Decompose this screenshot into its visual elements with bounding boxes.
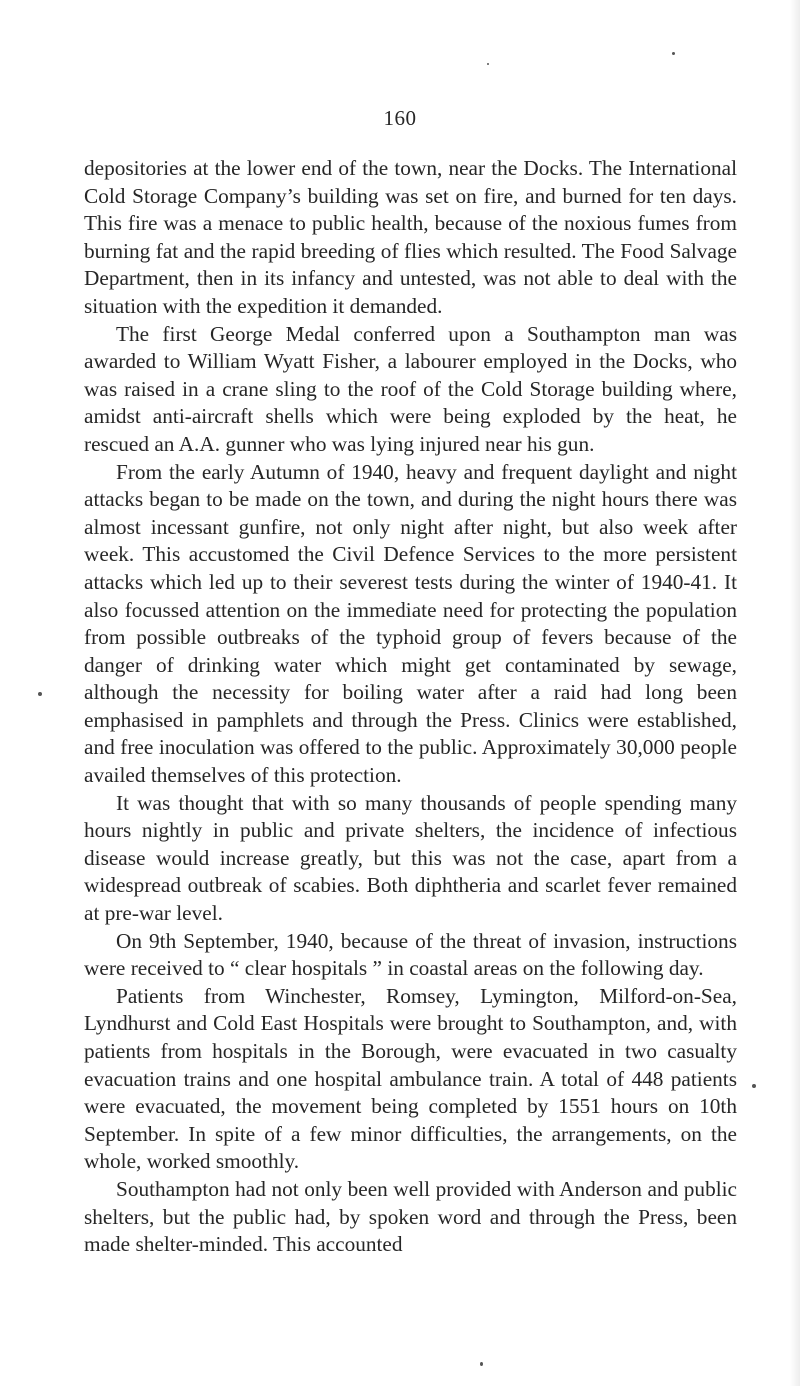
paragraph-shelter-minded: Southampton had not only been well provided with Anderson and public shelters, but the public had, by spoken word and through the Press, been made shelter-minded. This accounted — [84, 1176, 737, 1257]
paragraph-autumn-1940-attacks: From the early Autumn of 1940, heavy and frequent daylight and night attacks began to be made on the town, and during the night hours there was almost incessant gunfire, not only night after night, but also week after week. This accustomed the Civil Defence Services to the more persistent attacks which led up to their severest tests during the winter of 1940-41. It also focussed attention on the immediate need for protecting the population from possible outbreaks of the typhoid group of fevers because of the danger of drinking water which might get contaminated by sewage, although the necessity for boiling water after a raid had long been emphasised in pamphlets and through the Press. Clinics were established, and free inoculation was offered to the public. Approximately 30,000 people availed themselves of this protection. — [84, 459, 737, 788]
scan-speck — [487, 63, 489, 65]
paragraph-patient-evacuation: Patients from Winchester, Romsey, Lymington, Milford-on-Sea, Lyndhurst and Cold East Hospitals were brought to Southampton, and, with patients from hospitals in the Borough, were evacuated in two casualty evacuation trains and one hospital ambulance train. A total of 448 patients were evacuated, the movement being completed by 1551 hours on 10th September. In spite of a few minor difficulties, the arrangements, on the whole, worked smoothly. — [84, 983, 737, 1174]
body-text — [84, 155, 737, 1259]
page-number: 160 — [383, 106, 417, 130]
paragraph-cold-storage-fire: depositories at the lower end of the town, near the Docks. The International Cold Storage Company’s building was set on fire, and burned for ten days. This fire was a menace to public health, because of the noxious fumes from burning fat and the rapid breeding of flies which resulted. The Food Salvage Department, then in its infancy and untested, was not able to deal with the situation with the expedition it demanded. — [84, 156, 737, 318]
scan-speck — [752, 1084, 756, 1088]
paragraph-clear-hospitals: On 9th September, 1940, because of the threat of invasion, instructions were received to “ clear hospitals ” in coastal areas on the following day. — [84, 928, 737, 981]
page-edge-shadow — [790, 0, 800, 1386]
scan-speck — [672, 52, 675, 55]
paragraph-shelters-disease: It was thought that with so many thousands of people spending many hours nightly in public and private shelters, the incidence of infectious disease would increase greatly, but this was not the case, apart from a widespread outbreak of scabies. Both diphtheria and scarlet fever remained at pre-war level. — [84, 790, 737, 926]
paragraph-george-medal: The first George Medal conferred upon a Southampton man was awarded to William Wyatt Fisher, a labourer employed in the Docks, who was raised in a crane sling to the roof of the Cold Storage building where, amidst anti-aircraft shells which were being exploded by the heat, he rescued an A.A. gunner who was lying injured near his gun. — [84, 321, 737, 456]
scan-speck — [38, 692, 42, 696]
scan-speck — [480, 1362, 483, 1366]
